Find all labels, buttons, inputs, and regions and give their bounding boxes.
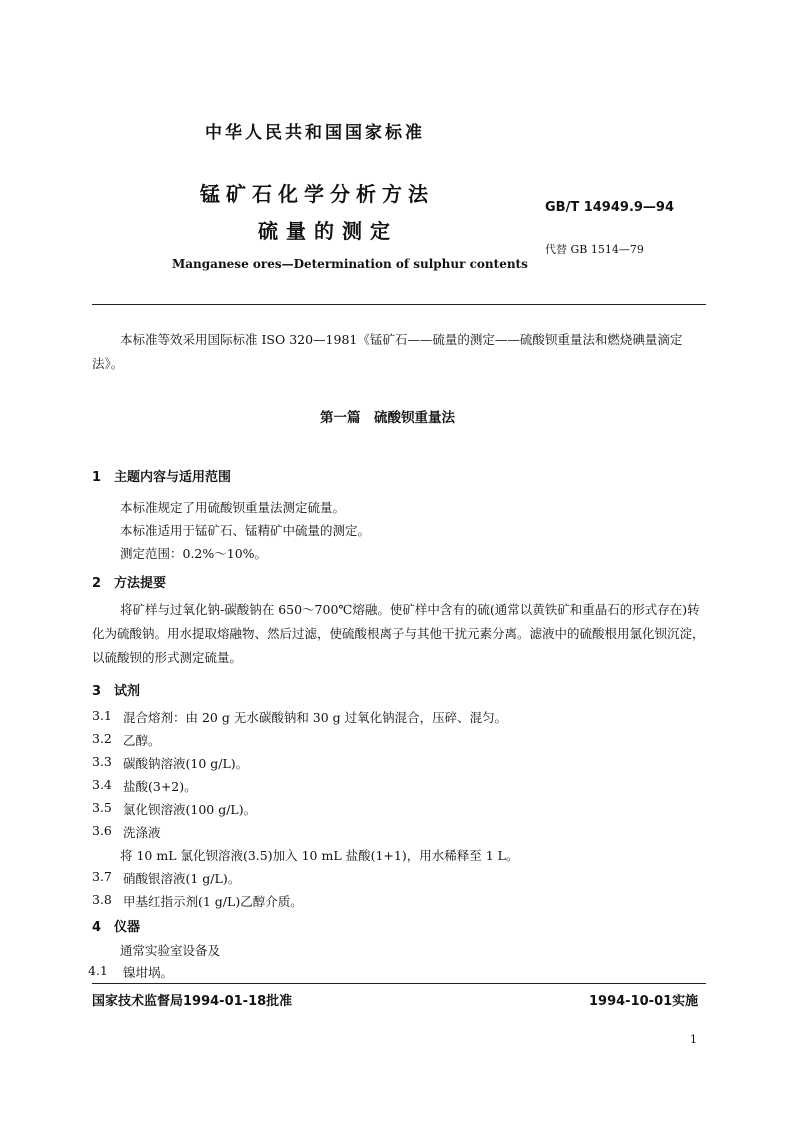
section-2-heading: 2 方法提要 — [92, 576, 167, 591]
reagent-item-text: 混合熔剂：由 20 g 无水碳酸钠和 30 g 过氧化钠混合，压碎、混匀。 — [123, 710, 508, 725]
section-1-line-1: 本标准规定了用硫酸钡重量法测定硫量。 — [120, 500, 346, 515]
document-title-line2: 硫量的测定 — [258, 219, 398, 243]
reagent-item-text: 氯化钡溶液(100 g/L)。 — [123, 802, 257, 817]
standard-type-heading: 中华人民共和国国家标准 — [205, 123, 425, 143]
section-2-paragraph: 将矿样与过氧化钠-碳酸钠在 650～700℃熔融。使矿样中含有的硫(通常以黄铁矿和重晶石的形式存在)转化为硫酸钠。用水提取熔融物、然后过滤，使硫酸根离子与其他干扰元素分离。滤液中的硫酸根用氯化钡沉淀，以硫酸钡的形式测定硫量。 — [92, 602, 705, 665]
standard-code: GB/T 14949.9—94 — [545, 200, 675, 215]
section-4-line: 通常实验室设备及 — [120, 943, 221, 958]
reagent-item-text: 洗涤液 — [123, 825, 161, 840]
apparatus-item-number: 4.1 — [88, 963, 108, 978]
section-1-line-2: 本标准适用于锰矿石、锰精矿中硫量的测定。 — [120, 523, 371, 538]
reagent-item-text: 乙醇。 — [123, 733, 161, 748]
english-title: Manganese ores—Determination of sulphur contents — [172, 257, 528, 271]
reagent-item-number: 3.1 — [92, 708, 112, 723]
page-number: 1 — [690, 1033, 697, 1046]
section-3-heading: 3 试剂 — [92, 684, 141, 699]
reagent-item-number: 3.2 — [92, 731, 112, 746]
intro-paragraph: 本标准等效采用国际标准 ISO 320—1981《锰矿石——硫量的测定——硫酸钡重量法和燃烧碘量滴定法》。 — [92, 332, 683, 371]
reagent-item-text: 硝酸银溶液(1 g/L)。 — [123, 871, 241, 886]
approval-info: 国家技术监督局1994-01-18批准 — [92, 994, 293, 1009]
reagent-3-6-detail: 将 10 mL 氯化钡溶液(3.5)加入 10 mL 盐酸(1+1)，用水稀释至 1 L。 — [120, 848, 519, 863]
reagent-item-number: 3.3 — [92, 754, 112, 769]
section-1-line-3: 测定范围：0.2%～10%。 — [120, 546, 268, 561]
apparatus-item-text: 镍坩埚。 — [123, 965, 174, 980]
reagent-item-number: 3.5 — [92, 800, 112, 815]
reagent-item-number: 3.8 — [92, 892, 112, 907]
implementation-date: 1994-10-01实施 — [589, 994, 699, 1009]
reagent-item-text: 碳酸钠溶液(10 g/L)。 — [123, 756, 249, 771]
section-1-heading: 1 主题内容与适用范围 — [92, 470, 232, 485]
header-divider — [92, 304, 706, 305]
document-title-line1: 锰矿石化学分析方法 — [200, 182, 434, 206]
reagent-item-number: 3.4 — [92, 777, 112, 792]
part-title: 第一篇 硫酸钡重量法 — [320, 410, 455, 426]
reagent-item-text: 甲基红指示剂(1 g/L)乙醇介质。 — [123, 894, 303, 909]
reagent-item-number: 3.6 — [92, 823, 112, 838]
reagent-item-text: 盐酸(3+2)。 — [123, 779, 197, 794]
reagent-item-number: 3.7 — [92, 869, 112, 884]
footer-divider — [92, 983, 706, 984]
section-4-heading: 4 仪器 — [92, 920, 141, 935]
replaces-standard: 代替 GB 1514—79 — [545, 243, 644, 256]
